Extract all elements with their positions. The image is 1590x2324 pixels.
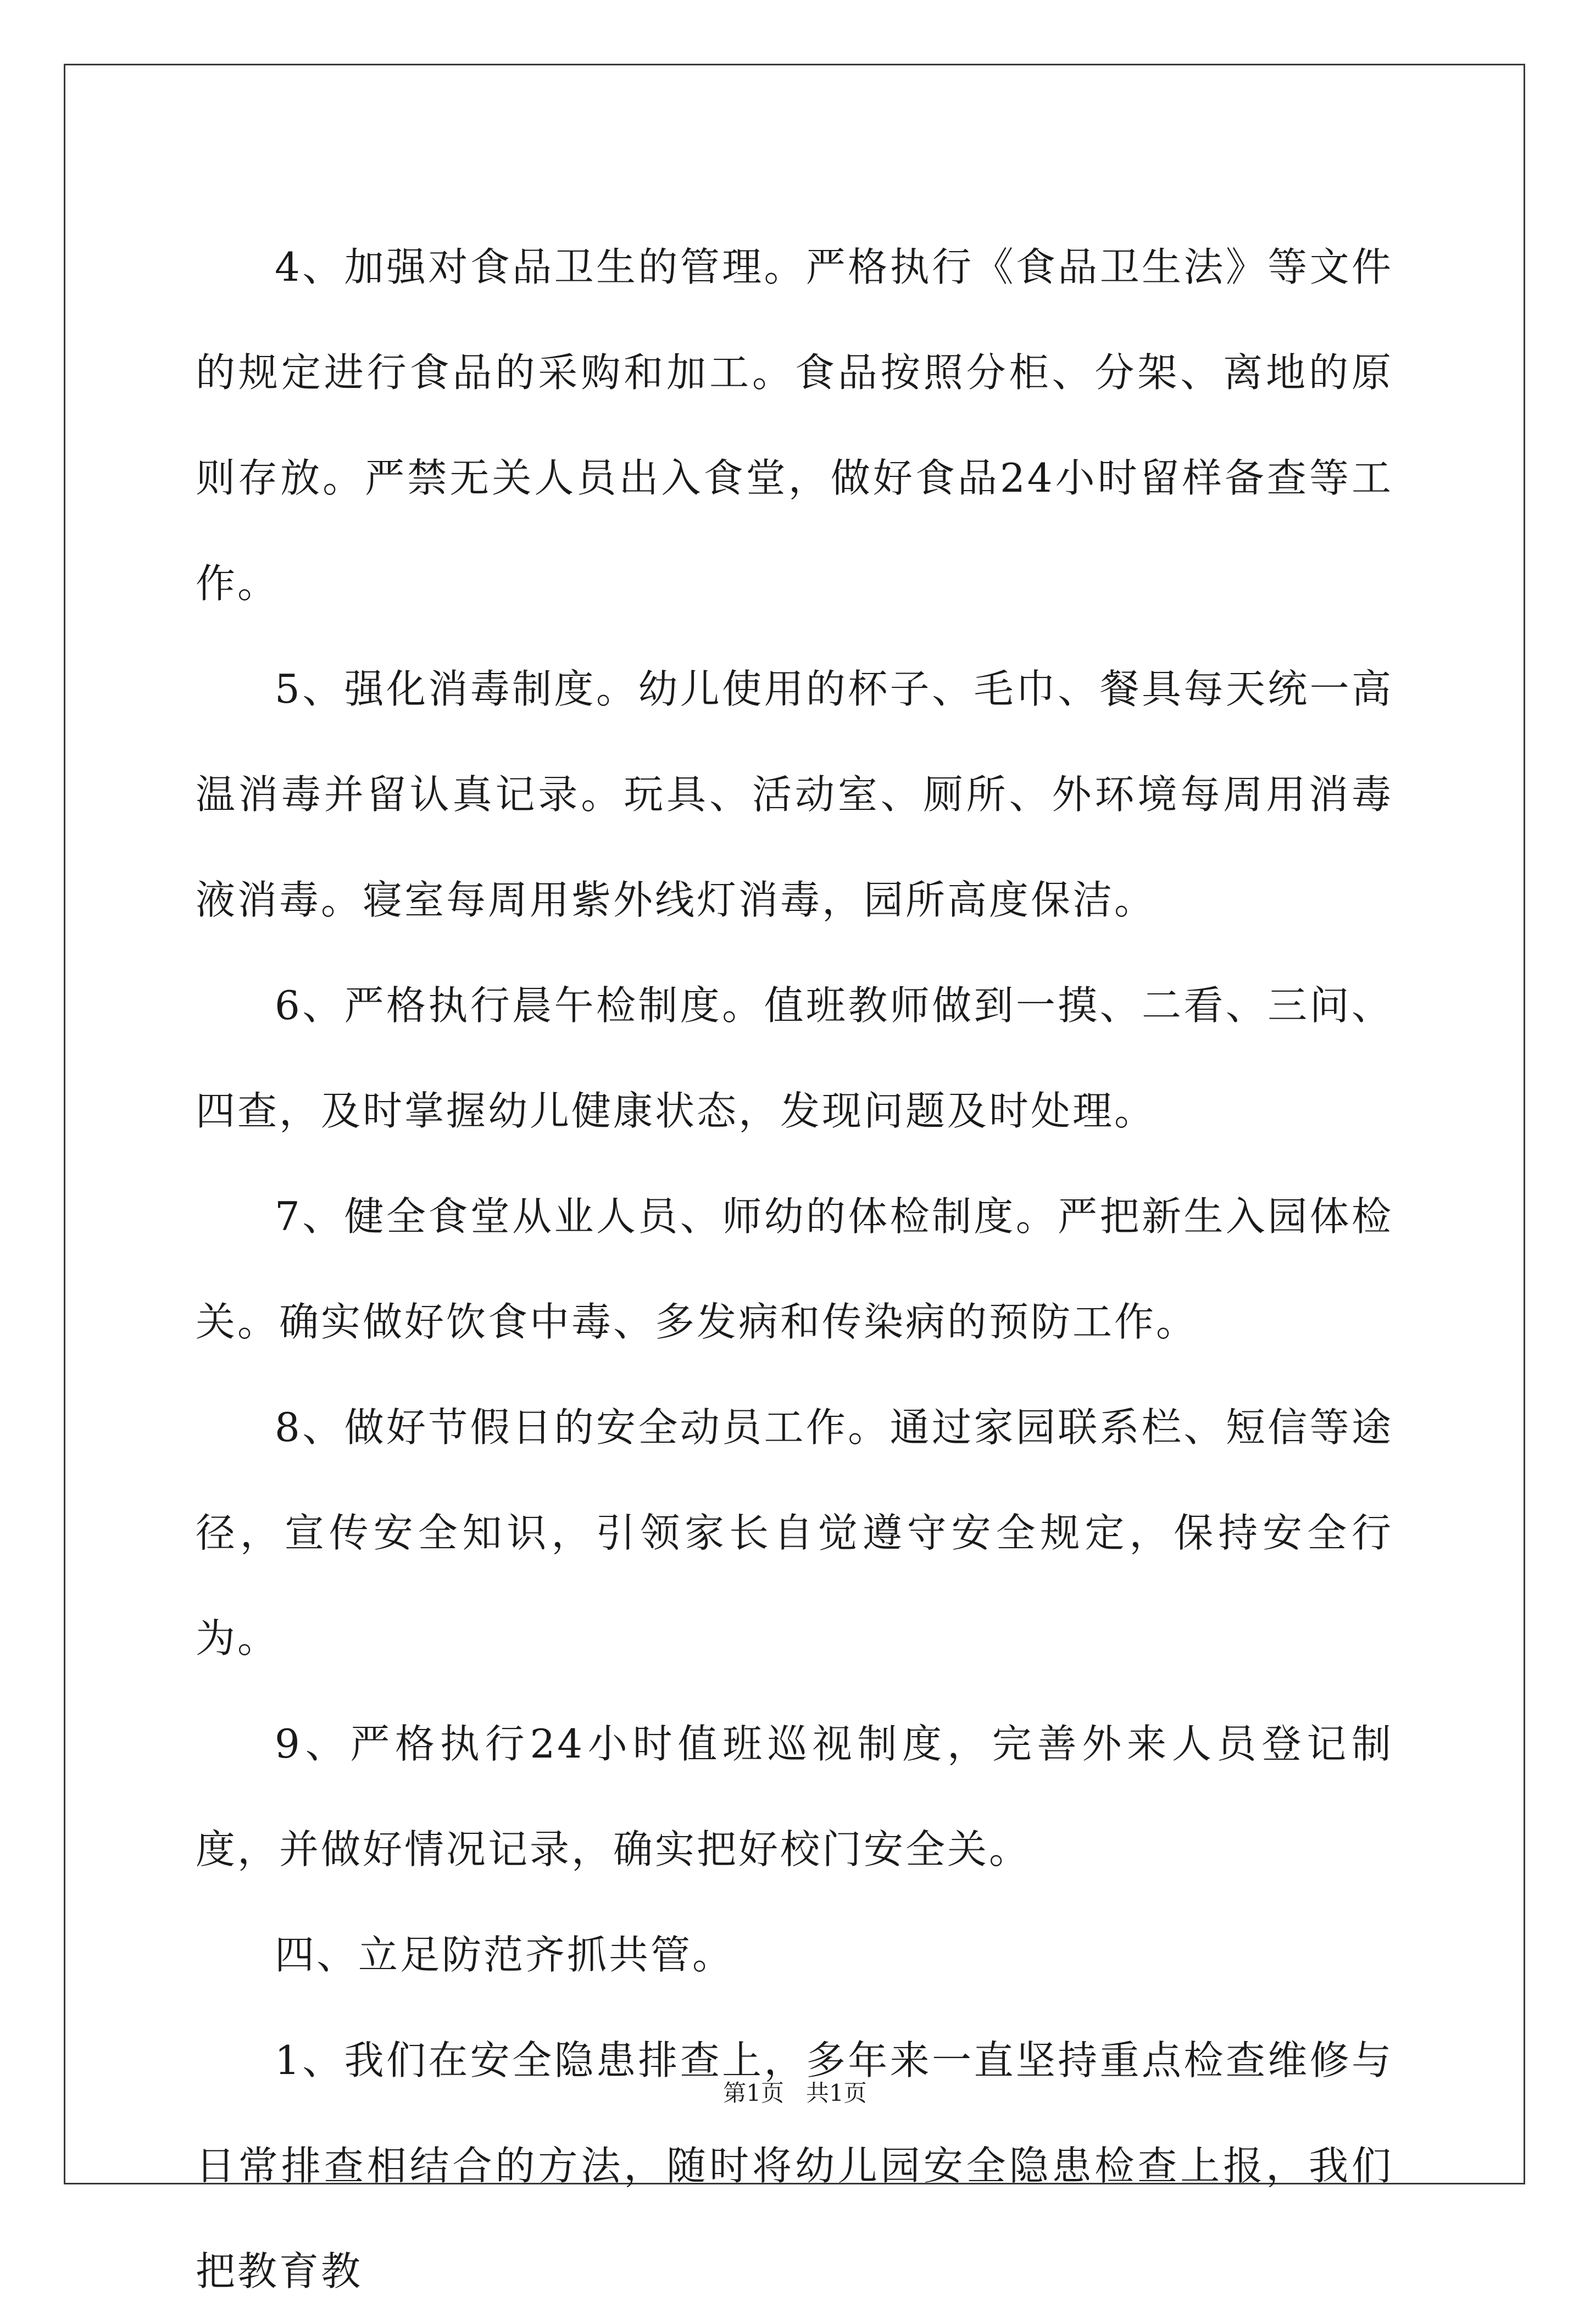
page-footer: [0, 2077, 1590, 2110]
section-heading-four: 四、立足防范齐抓共管。: [275, 1932, 735, 1978]
paragraph-item-9: 9、严格执行24小时值班巡视制度，完善外来人员登记制度，并做好情况记录，确实把好校门安全关。: [196, 1721, 1393, 1872]
paragraph-item-6: 6、严格执行晨午检制度。值班教师做到一摸、二看、三问、四查，及时掌握幼儿健康状态，发现问题及时处理。: [196, 982, 1393, 1134]
paragraph-item-7: 7、健全食堂从业人员、师幼的体检制度。严把新生入园体检关。确实做好饮食中毒、多发病和传染病的预防工作。: [196, 1193, 1393, 1345]
document-body: [196, 214, 1393, 2324]
page-number-current: 第1页: [723, 2080, 784, 2106]
page-number-total: 共1页: [806, 2080, 867, 2106]
paragraph-item-5: 5、强化消毒制度。幼儿使用的杯子、毛巾、餐具每天统一高温消毒并留认真记录。玩具、活动室、厕所、外环境每周用消毒液消毒。寝室每周用紫外线灯消毒，园所高度保洁。: [196, 666, 1393, 923]
paragraph-item-1: 1、我们在安全隐患排查上，多年来一直坚持重点检查维修与日常排查相结合的方法，随时将幼儿园安全隐患检查上报，我们把教育教: [196, 2037, 1393, 2294]
paragraph-item-8: 8、做好节假日的安全动员工作。通过家园联系栏、短信等途径，宣传安全知识，引领家长自觉遵守安全规定，保持安全行为。: [196, 1404, 1393, 1661]
paragraph-item-4: 4、加强对食品卫生的管理。严格执行《食品卫生法》等文件的规定进行食品的采购和加工。食品按照分柜、分架、离地的原则存放。严禁无关人员出入食堂，做好食品24小时留样备查等工作。: [196, 244, 1393, 607]
